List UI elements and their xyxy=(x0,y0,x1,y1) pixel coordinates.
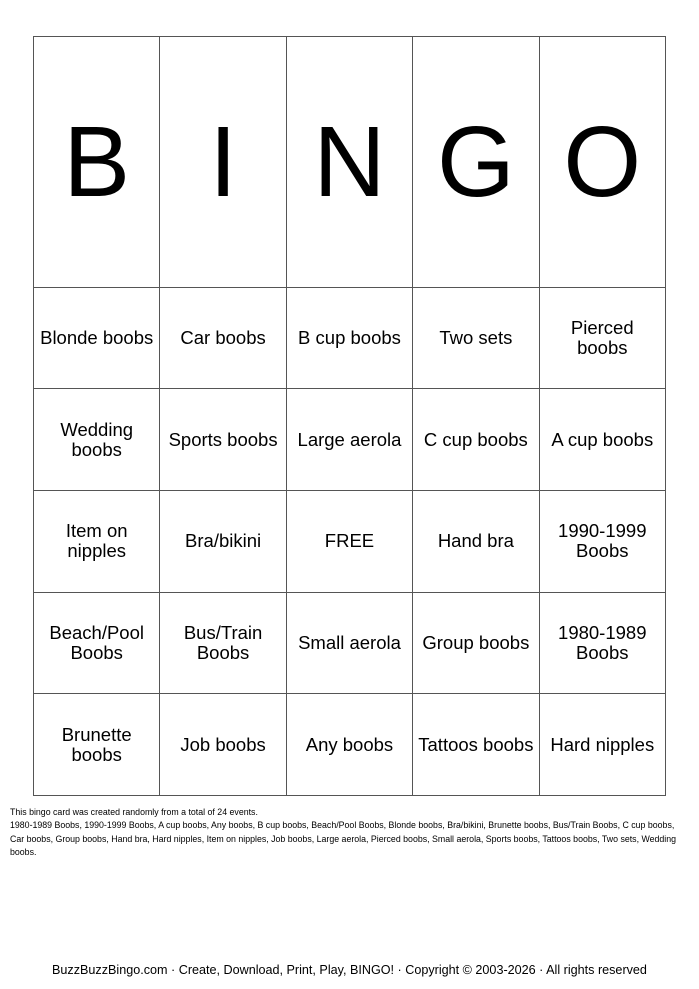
bingo-cell: Sports boobs xyxy=(160,389,286,491)
bingo-cell: Blonde boobs xyxy=(34,287,160,389)
footnote-event-list: 1980-1989 Boobs, 1990-1999 Boobs, A cup boobs, Any boobs, B cup boobs, Beach/Pool Boobs, Blonde boobs, Bra/bikini, Brunette boobs, Bus/Train Boobs, C cup boobs, Car boobs, Group boobs, Hand bra, Hard nipples, Item on nipples, Job boobs, Large aerola, Pierced boobs, Small aerola, Sports boobs, Tattoos boobs, Two sets, Wedding boobs. xyxy=(10,820,677,858)
bingo-cell: Item on nipples xyxy=(34,490,160,592)
footnote-intro: This bingo card was created randomly from a total of 24 events. xyxy=(10,807,258,817)
bingo-cell: Bus/Train Boobs xyxy=(160,592,286,694)
bingo-cell: Job boobs xyxy=(160,694,286,796)
bingo-row xyxy=(34,592,666,694)
bingo-cell: Beach/Pool Boobs xyxy=(34,592,160,694)
bingo-cell: A cup boobs xyxy=(539,389,665,491)
bingo-cell: Pierced boobs xyxy=(539,287,665,389)
page-footer: BuzzBuzzBingo.com · Create, Download, Print, Play, BINGO! · Copyright © 2003-2026 · All rights reserved xyxy=(52,963,647,977)
bingo-cell: Group boobs xyxy=(413,592,539,694)
bingo-cell: 1980-1989 Boobs xyxy=(539,592,665,694)
header-letter-o: O xyxy=(539,37,665,288)
bingo-header-row xyxy=(34,37,666,288)
card-footnote xyxy=(10,806,685,860)
bingo-row xyxy=(34,287,666,389)
bingo-cell: 1990-1999 Boobs xyxy=(539,490,665,592)
bingo-row xyxy=(34,490,666,592)
bingo-cell: Hand bra xyxy=(413,490,539,592)
bingo-cell: Wedding boobs xyxy=(34,389,160,491)
header-letter-n: N xyxy=(286,37,412,288)
header-letter-g: G xyxy=(413,37,539,288)
bingo-cell: Hard nipples xyxy=(539,694,665,796)
bingo-cell: Bra/bikini xyxy=(160,490,286,592)
free-space-cell: FREE xyxy=(286,490,412,592)
bingo-cell: Any boobs xyxy=(286,694,412,796)
bingo-row xyxy=(34,694,666,796)
header-letter-b: B xyxy=(34,37,160,288)
bingo-cell: B cup boobs xyxy=(286,287,412,389)
bingo-cell: C cup boobs xyxy=(413,389,539,491)
bingo-row xyxy=(34,389,666,491)
header-letter-i: I xyxy=(160,37,286,288)
bingo-cell: Large aerola xyxy=(286,389,412,491)
bingo-card xyxy=(33,36,666,796)
bingo-cell: Brunette boobs xyxy=(34,694,160,796)
bingo-cell: Small aerola xyxy=(286,592,412,694)
bingo-cell: Two sets xyxy=(413,287,539,389)
bingo-cell: Car boobs xyxy=(160,287,286,389)
bingo-cell: Tattoos boobs xyxy=(413,694,539,796)
